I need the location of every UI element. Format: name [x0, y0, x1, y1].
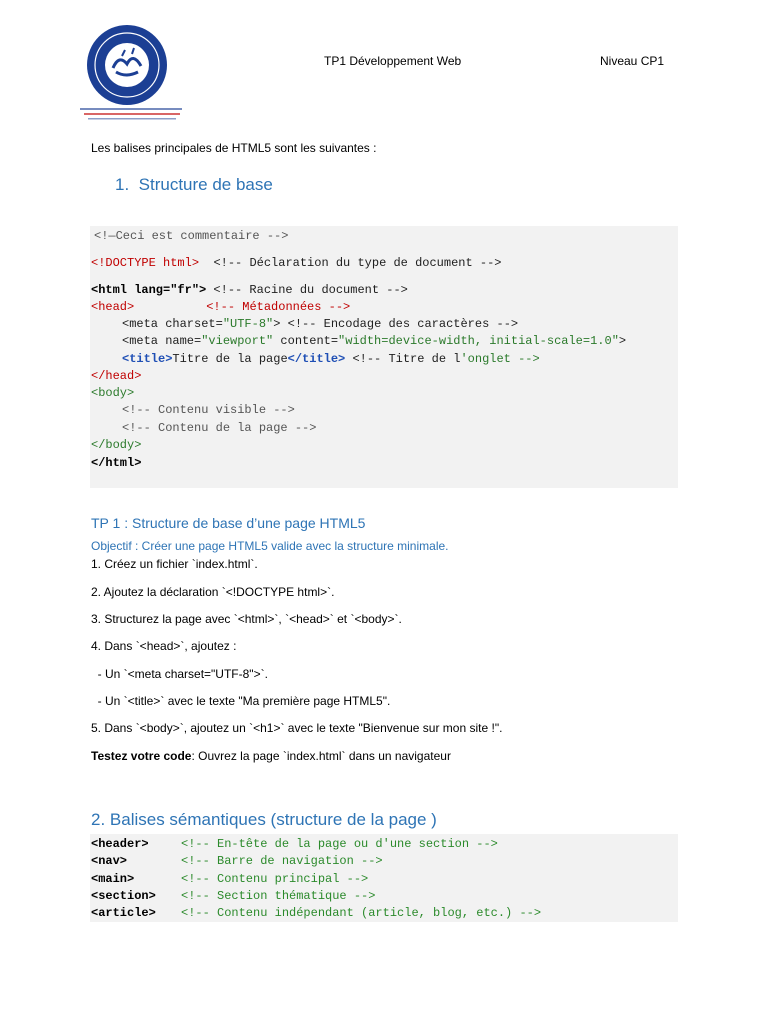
- university-logo: [80, 20, 190, 124]
- section1-title: Structure de base: [138, 175, 273, 194]
- semantic-row: <main> <!-- Contenu principal -->: [91, 872, 369, 886]
- semantic-row: <article> <!-- Contenu indépendant (article, blog, etc.) -->: [91, 906, 542, 920]
- semantic-row: <header> <!-- En-tête de la page ou d'une section -->: [91, 837, 498, 851]
- code-body-comment1: <!-- Contenu visible -->: [122, 403, 295, 417]
- semantic-row: <section> <!-- Section thématique -->: [91, 889, 376, 903]
- code-body-line: <body>: [91, 386, 135, 400]
- document-title: TP1 Développement Web: [324, 54, 462, 68]
- code-html-close-line: </html>: [91, 456, 142, 470]
- tp1-step-4: 4. Dans `<head>`, ajoutez :: [91, 639, 237, 653]
- tp1-step-2: 2. Ajoutez la déclaration `<!DOCTYPE html>`.: [91, 585, 335, 599]
- tp1-step-1: 1. Créez un fichier `index.html`.: [91, 557, 258, 571]
- code-comment-top: <!—Ceci est commentaire -->: [94, 229, 289, 243]
- tp1-step-3: 3. Structurez la page avec `<html>`, `<head>` et `<body>`.: [91, 612, 402, 626]
- tp1-step-4a: - Un `<meta charset="UTF-8">`.: [91, 667, 268, 681]
- tp1-step-5: 5. Dans `<body>`, ajoutez un `<h1>` avec le texte "Bienvenue sur mon site !".: [91, 721, 503, 735]
- code-body-close-line: </body>: [91, 438, 142, 452]
- tp1-test-line: [91, 749, 451, 763]
- document-level: Niveau CP1: [600, 54, 665, 68]
- code-head-close-line: </head>: [91, 369, 142, 383]
- section1-number: 1.: [115, 175, 130, 194]
- code-doctype-line: <!DOCTYPE html> <!-- Déclaration du type de document -->: [91, 256, 502, 270]
- tp1-step-4b: - Un `<title>` avec le texte "Ma première page HTML5".: [91, 694, 391, 708]
- code-head-line: <head> <!-- Métadonnées -->: [91, 300, 351, 314]
- code-body-comment2: <!-- Contenu de la page -->: [122, 421, 317, 435]
- section2-heading: 2. Balises sémantiques (structure de la page ): [91, 810, 437, 829]
- code-meta-charset-line: <meta charset="UTF-8"> <!-- Encodage des caractères -->: [122, 317, 519, 331]
- tp1-test-text: : Ouvrez la page `index.html` dans un navigateur: [191, 749, 451, 763]
- code-meta-viewport-line: <meta name="viewport" content="width=device-width, initial-scale=1.0">: [122, 334, 627, 348]
- code-html-line: <html lang="fr"> <!-- Racine du document -->: [91, 283, 408, 297]
- code-title-line: <title>Titre de la page</title> <!-- Titre de l'onglet -->: [122, 352, 540, 366]
- section1-heading: [115, 175, 273, 195]
- intro-text: Les balises principales de HTML5 sont les suivantes :: [91, 141, 377, 155]
- tp1-test-label: Testez votre code: [91, 749, 192, 763]
- tp1-objective: Objectif : Créer une page HTML5 valide avec la structure minimale.: [91, 539, 449, 553]
- tp1-title: TP 1 : Structure de base d’une page HTML5: [91, 515, 366, 531]
- semantic-row: <nav> <!-- Barre de navigation -->: [91, 854, 383, 868]
